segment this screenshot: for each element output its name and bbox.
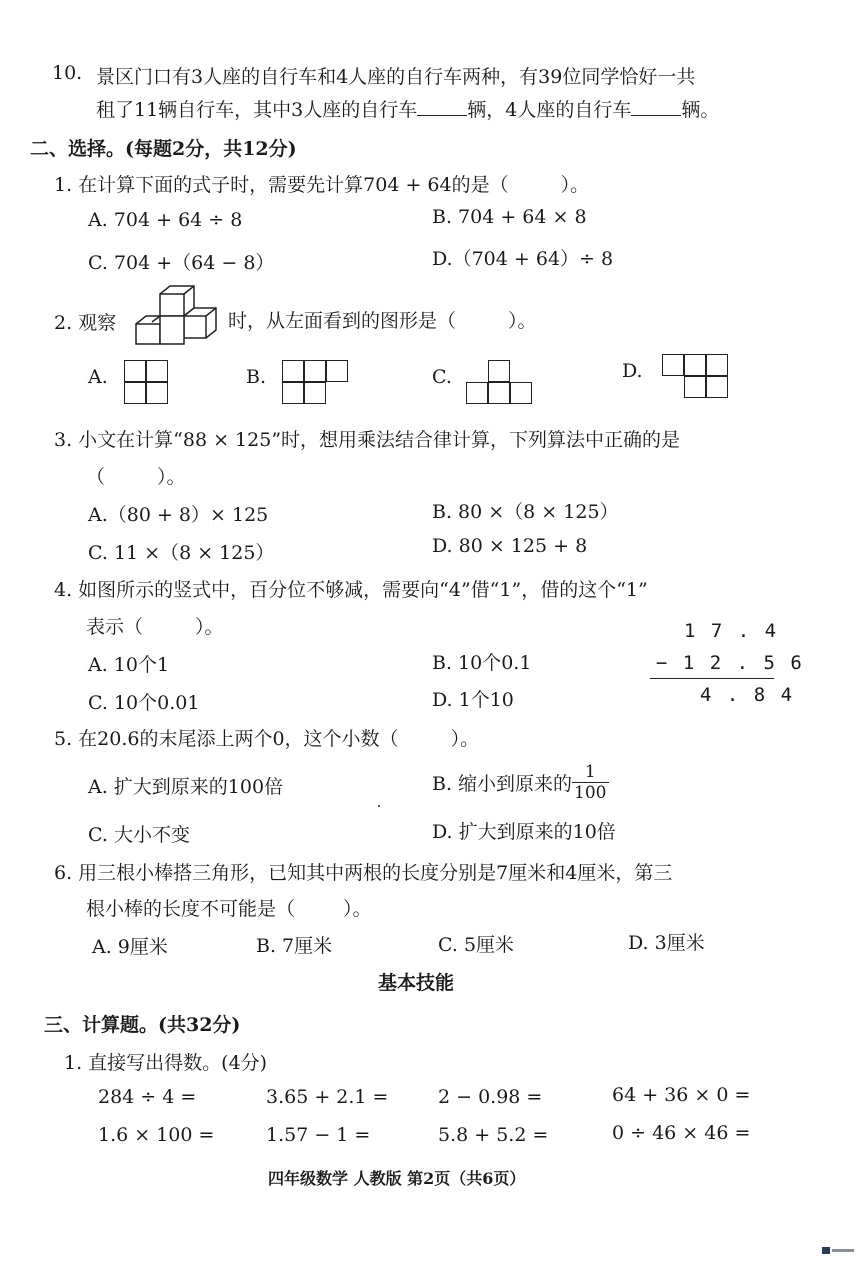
c2-stem bbox=[228, 306, 537, 333]
q10-number: 10. bbox=[52, 62, 83, 84]
c5-stem-text: 5. 在20.6的末尾添上两个0，这个小数（ bbox=[54, 728, 399, 750]
c6-stem2 bbox=[86, 894, 372, 921]
vertical-top: 1 7 . 4 bbox=[684, 620, 779, 642]
c2-num: 2. 观察 bbox=[54, 312, 117, 334]
fraction bbox=[572, 762, 608, 803]
c4-option-d[interactable]: D. 1个10 bbox=[432, 689, 514, 711]
fraction-denominator: 100 bbox=[574, 783, 607, 803]
c4-option-c[interactable]: C. 10个0.01 bbox=[88, 692, 200, 714]
c6-option-d[interactable]: D. 3厘米 bbox=[628, 932, 705, 954]
c1-option-d[interactable]: D.（704 + 64）÷ 8 bbox=[432, 248, 614, 270]
c2-option-d-label[interactable]: D. bbox=[622, 360, 643, 382]
c2-option-b-label[interactable]: B. bbox=[246, 366, 267, 388]
c5-option-a[interactable]: A. 扩大到原来的100倍 bbox=[88, 776, 284, 798]
calc-r2c2: 1.57 − 1 = bbox=[266, 1124, 371, 1146]
calc-sub1: 1. 直接写出得数。(4分) bbox=[64, 1052, 268, 1074]
answer-blank-4seat[interactable] bbox=[631, 99, 681, 116]
calc-r1c1: 284 ÷ 4 = bbox=[98, 1086, 197, 1108]
q10-line1: 景区门口有3人座的自行车和4人座的自行车两种，有39位同学恰好一共 bbox=[96, 66, 696, 88]
c3-stem2 bbox=[86, 462, 186, 489]
calc-r1c3: 2 − 0.98 = bbox=[438, 1086, 543, 1108]
c6-option-b[interactable]: B. 7厘米 bbox=[256, 935, 333, 957]
c4-stem2-text: 表示（ bbox=[86, 616, 144, 638]
q10-line2c: 辆。 bbox=[681, 99, 720, 121]
skills-heading: 基本技能 bbox=[378, 972, 455, 994]
section2-title: 二、选择。(每题2分，共12分) bbox=[30, 138, 297, 160]
c6-stem2-text: 根小棒的长度不可能是（ bbox=[86, 898, 296, 920]
c3-stem: 3. 小文在计算“88 × 125”时，想用乘法结合律计算，下列算法中正确的是 bbox=[54, 429, 681, 451]
page-footer: 四年级数学 人教版 第2页（共6页） bbox=[268, 1169, 526, 1188]
c4-option-b[interactable]: B. 10个0.1 bbox=[432, 652, 532, 674]
c4-option-a[interactable]: A. 10个1 bbox=[88, 654, 170, 676]
vertical-minuend: − 1 2 . 5 6 bbox=[656, 652, 804, 674]
stray-dot bbox=[378, 805, 380, 807]
c2-option-a-label[interactable]: A. bbox=[88, 366, 108, 388]
c3-option-c[interactable]: C. 11 ×（8 × 125） bbox=[88, 542, 275, 564]
c5-option-c[interactable]: C. 大小不变 bbox=[88, 824, 190, 846]
c3-option-d[interactable]: D. 80 × 125 + 8 bbox=[432, 535, 588, 557]
c1-option-a[interactable]: A. 704 + 64 ÷ 8 bbox=[88, 209, 243, 231]
vertical-rule bbox=[650, 678, 774, 679]
c3-option-a[interactable]: A.（80 + 8）× 125 bbox=[88, 504, 269, 526]
c5-stem bbox=[54, 724, 479, 751]
calc-r2c1: 1.6 × 100 = bbox=[98, 1124, 215, 1146]
c6-option-c[interactable]: C. 5厘米 bbox=[438, 934, 515, 956]
c6-stem: 6. 用三根小棒搭三角形，已知其中两根的长度分别是7厘米和4厘米，第三 bbox=[54, 862, 673, 884]
c2-option-c-label[interactable]: C. bbox=[432, 366, 452, 388]
c3-open: （ bbox=[86, 466, 106, 488]
c5-option-d[interactable]: D. 扩大到原来的10倍 bbox=[432, 821, 616, 843]
c5-option-b-text: B. 缩小到原来的 bbox=[432, 773, 573, 795]
q10-line2a: 租了11辆自行车，其中3人座的自行车 bbox=[96, 99, 418, 121]
calc-r1c2: 3.65 + 2.1 = bbox=[266, 1086, 389, 1108]
q10-line2b: 辆，4人座的自行车 bbox=[467, 99, 632, 121]
c4-close: ）。 bbox=[195, 616, 224, 638]
c3-option-b[interactable]: B. 80 ×（8 × 125） bbox=[432, 501, 619, 523]
c6-option-a[interactable]: A. 9厘米 bbox=[92, 936, 168, 958]
c1-close: ）。 bbox=[560, 174, 590, 196]
calc-r2c3: 5.8 + 5.2 = bbox=[438, 1124, 549, 1146]
calc-r1c4: 64 + 36 × 0 = bbox=[612, 1084, 751, 1106]
c3-close: ）。 bbox=[157, 466, 186, 488]
cube-figure bbox=[132, 284, 226, 346]
watermark-text-mark bbox=[832, 1249, 854, 1252]
watermark-logo bbox=[822, 1247, 830, 1254]
c1-stem bbox=[54, 170, 589, 197]
section3-title: 三、计算题。(共32分) bbox=[44, 1014, 241, 1036]
c4-stem: 4. 如图所示的竖式中，百分位不够减，需要向“4”借“1”，借的这个“1” bbox=[54, 579, 648, 601]
c4-stem2 bbox=[86, 612, 224, 639]
c5-close: ）。 bbox=[450, 728, 480, 750]
calc-r2c4: 0 ÷ 46 × 46 = bbox=[612, 1122, 751, 1144]
c1-stem-text: 1. 在计算下面的式子时，需要先计算704 + 64的是（ bbox=[54, 174, 509, 196]
fraction-numerator: 1 bbox=[572, 762, 608, 783]
c5-option-b[interactable] bbox=[432, 762, 609, 803]
vertical-result: 4 . 8 4 bbox=[700, 684, 795, 706]
c1-option-c[interactable]: C. 704 +（64 − 8） bbox=[88, 252, 275, 274]
c6-close: ）。 bbox=[343, 898, 372, 920]
c1-option-b[interactable]: B. 704 + 64 × 8 bbox=[432, 206, 587, 228]
c2-close: ）。 bbox=[508, 310, 537, 332]
q10-line2 bbox=[96, 95, 719, 122]
answer-blank-3seat[interactable] bbox=[417, 99, 467, 116]
c2-stem-text: 时，从左面看到的图形是（ bbox=[228, 310, 457, 332]
